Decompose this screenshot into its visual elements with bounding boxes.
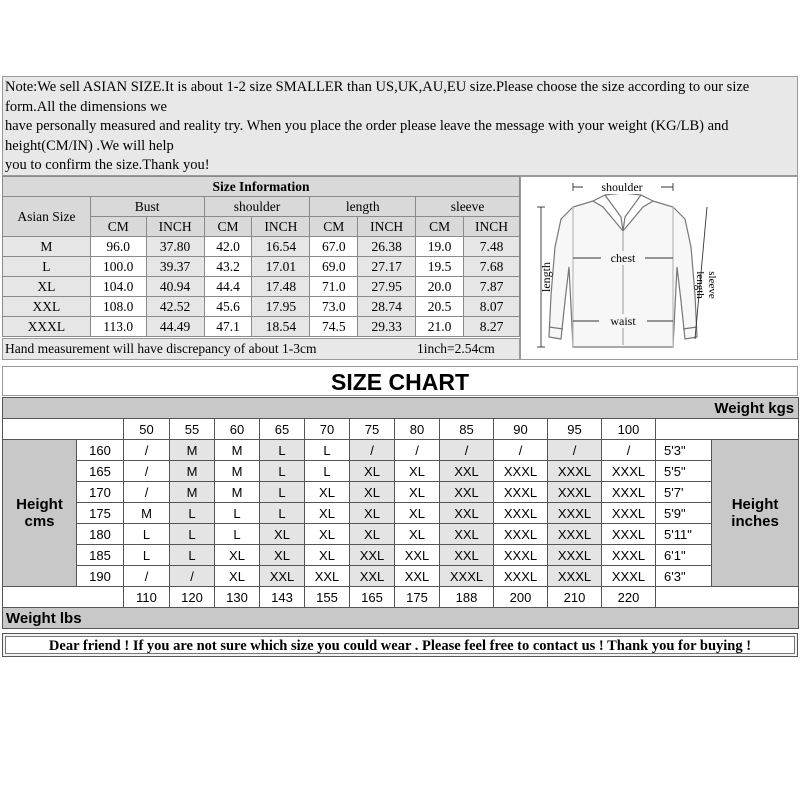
- kg-value: 90: [494, 419, 548, 440]
- size-cell: XL: [260, 545, 305, 566]
- size-cell: M: [215, 461, 260, 482]
- size-info-row: [3, 317, 520, 337]
- size-cell: /: [395, 440, 440, 461]
- kg-value: 75: [350, 419, 395, 440]
- size-cell: L: [260, 503, 305, 524]
- size-cell: XL: [395, 524, 440, 545]
- size-cell: XXXL: [548, 503, 602, 524]
- waist-label: waist: [610, 314, 636, 328]
- size-cell: XXXL: [602, 503, 656, 524]
- size-cell: XXXL: [494, 545, 548, 566]
- asian-size-cell: XXL: [3, 297, 91, 317]
- size-cell: XL: [305, 482, 350, 503]
- lbs-value: 188: [440, 587, 494, 608]
- measurement-cell: 71.0: [310, 277, 358, 297]
- size-cell: XXL: [440, 461, 494, 482]
- height-inch-value: 5'7': [656, 482, 712, 503]
- height-cm-value: 175: [77, 503, 124, 524]
- unit-inch: INCH: [146, 217, 204, 237]
- height-row: [3, 440, 799, 461]
- height-cm-value: 170: [77, 482, 124, 503]
- size-cell: L: [215, 503, 260, 524]
- height-cm-value: 160: [77, 440, 124, 461]
- size-information-table: [2, 176, 520, 337]
- size-cell: /: [124, 482, 170, 503]
- height-inches-label: [712, 440, 799, 587]
- measurement-cell: 21.0: [416, 317, 464, 337]
- measurement-cell: 100.0: [90, 257, 146, 277]
- size-cell: /: [602, 440, 656, 461]
- height-cm-value: 180: [77, 524, 124, 545]
- size-info-title: Size Information: [3, 177, 520, 197]
- size-cell: /: [124, 566, 170, 587]
- size-cell: L: [260, 461, 305, 482]
- contact-message: Dear friend ! If you are not sure which size you could wear . Please feel free to contact us ! Thank you for buying !: [5, 636, 795, 654]
- measurement-cell: 73.0: [310, 297, 358, 317]
- size-cell: XXXL: [602, 524, 656, 545]
- size-cell: L: [170, 524, 215, 545]
- kg-value: 80: [395, 419, 440, 440]
- unit-cm: CM: [416, 217, 464, 237]
- size-cell: XXXL: [494, 461, 548, 482]
- measurement-cell: 67.0: [310, 237, 358, 257]
- size-cell: XL: [305, 524, 350, 545]
- measurement-cell: 20.5: [416, 297, 464, 317]
- measurement-cell: 44.4: [204, 277, 252, 297]
- unit-cm: CM: [90, 217, 146, 237]
- measurement-cell: 8.27: [464, 317, 520, 337]
- measurement-cell: 42.0: [204, 237, 252, 257]
- weight-lbs-row: [3, 608, 799, 629]
- size-cell: XXXL: [494, 503, 548, 524]
- size-cell: /: [494, 440, 548, 461]
- size-cell: L: [305, 461, 350, 482]
- lbs-value: 210: [548, 587, 602, 608]
- size-cell: XXL: [395, 545, 440, 566]
- length-label: length: [539, 262, 553, 292]
- kg-value: 60: [215, 419, 260, 440]
- height-inch-value: 6'3": [656, 566, 712, 587]
- size-cell: /: [548, 440, 602, 461]
- size-cell: L: [215, 524, 260, 545]
- size-cell: XXXL: [602, 482, 656, 503]
- size-cell: /: [124, 461, 170, 482]
- size-cell: XL: [260, 524, 305, 545]
- height-cms-label-line: cms: [24, 513, 55, 530]
- height-cms-label: [3, 440, 77, 587]
- size-info-row: [3, 237, 520, 257]
- height-cm-value: 190: [77, 566, 124, 587]
- measurement-cell: 43.2: [204, 257, 252, 277]
- size-cell: XXXL: [602, 545, 656, 566]
- size-cell: M: [170, 482, 215, 503]
- kg-value: 55: [170, 419, 215, 440]
- unit-cm: CM: [310, 217, 358, 237]
- size-cell: L: [170, 503, 215, 524]
- size-cell: M: [124, 503, 170, 524]
- kg-value: 100: [602, 419, 656, 440]
- height-row: [3, 566, 799, 587]
- lbs-value: 130: [215, 587, 260, 608]
- size-cell: L: [124, 524, 170, 545]
- height-inch-value: 6'1": [656, 545, 712, 566]
- size-cell: /: [440, 440, 494, 461]
- height-row: [3, 503, 799, 524]
- kg-value: 65: [260, 419, 305, 440]
- chest-label: chest: [610, 251, 636, 265]
- size-cell: XXL: [440, 545, 494, 566]
- inch-conversion-note: 1inch=2.54cm: [417, 341, 495, 356]
- measurement-cell: 18.54: [252, 317, 310, 337]
- measurement-cell: 37.80: [146, 237, 204, 257]
- height-inch-value: 5'11": [656, 524, 712, 545]
- measurement-cell: 44.49: [146, 317, 204, 337]
- size-cell: L: [260, 440, 305, 461]
- measurement-cell: 45.6: [204, 297, 252, 317]
- size-cell: XXL: [440, 503, 494, 524]
- height-cm-value: 185: [77, 545, 124, 566]
- height-inch-value: 5'9": [656, 503, 712, 524]
- weight-kgs-label: Weight kgs: [3, 398, 799, 419]
- size-cell: XL: [395, 503, 440, 524]
- note-line: you to confirm the size.Thank you!: [5, 157, 210, 173]
- size-cell: XXL: [440, 482, 494, 503]
- size-cell: XXXL: [548, 461, 602, 482]
- unit-cm: CM: [204, 217, 252, 237]
- height-cm-value: 165: [77, 461, 124, 482]
- asian-size-cell: XL: [3, 277, 91, 297]
- measurement-cell: 7.68: [464, 257, 520, 277]
- kg-values-row: [3, 419, 799, 440]
- size-cell: M: [215, 440, 260, 461]
- lbs-value: 110: [124, 587, 170, 608]
- size-note: [2, 76, 798, 176]
- size-cell: M: [170, 461, 215, 482]
- measurement-cell: 29.33: [358, 317, 416, 337]
- size-cell: XL: [395, 482, 440, 503]
- size-cell: XL: [350, 524, 395, 545]
- measurement-cell: 69.0: [310, 257, 358, 277]
- size-cell: XL: [305, 503, 350, 524]
- size-cell: XL: [215, 566, 260, 587]
- size-cell: L: [305, 440, 350, 461]
- measurement-cell: 8.07: [464, 297, 520, 317]
- lbs-value: 175: [395, 587, 440, 608]
- height-row: [3, 461, 799, 482]
- size-cell: XXXL: [494, 566, 548, 587]
- blank-cell: [3, 419, 124, 440]
- height-cms-label-line: Height: [16, 496, 63, 513]
- length-header: length: [310, 197, 416, 217]
- shoulder-label: shoulder: [601, 180, 643, 194]
- size-cell: XXXL: [548, 482, 602, 503]
- size-cell: XL: [350, 503, 395, 524]
- height-inch-value: 5'3": [656, 440, 712, 461]
- size-cell: /: [170, 566, 215, 587]
- note-line: have personally measured and reality try. When you place the order please leave the message with your weight (KG/LB) and: [5, 118, 729, 134]
- size-cell: M: [215, 482, 260, 503]
- size-cell: XXL: [305, 566, 350, 587]
- measurement-cell: 26.38: [358, 237, 416, 257]
- kg-value: 50: [124, 419, 170, 440]
- asian-size-header: Asian Size: [3, 197, 91, 237]
- measurement-cell: 19.0: [416, 237, 464, 257]
- size-cell: XXL: [350, 545, 395, 566]
- sleeve-header: sleeve: [416, 197, 520, 217]
- size-chart-title: SIZE CHART: [2, 366, 798, 396]
- lbs-value: 143: [260, 587, 305, 608]
- height-row: [3, 524, 799, 545]
- weight-lbs-label: Weight lbs: [3, 608, 799, 629]
- asian-size-cell: L: [3, 257, 91, 277]
- kg-value: 70: [305, 419, 350, 440]
- measurement-cell: 113.0: [90, 317, 146, 337]
- kg-value: 95: [548, 419, 602, 440]
- lbs-value: 120: [170, 587, 215, 608]
- note-line: Note:We sell ASIAN SIZE.It is about 1-2 size SMALLER than US,UK,AU,EU size.Please choose the size according to our size: [5, 79, 750, 95]
- blank-cell: [656, 419, 799, 440]
- measurement-cell: 7.87: [464, 277, 520, 297]
- asian-size-cell: XXXL: [3, 317, 91, 337]
- size-info-row: [3, 297, 520, 317]
- lbs-value: 155: [305, 587, 350, 608]
- height-inches-label-line: inches: [731, 513, 779, 530]
- size-cell: L: [124, 545, 170, 566]
- size-cell: XXXL: [548, 524, 602, 545]
- measurement-cell: 47.1: [204, 317, 252, 337]
- size-cell: XXXL: [548, 566, 602, 587]
- size-cell: L: [170, 545, 215, 566]
- measurement-cell: 104.0: [90, 277, 146, 297]
- unit-inch: INCH: [358, 217, 416, 237]
- size-cell: XL: [395, 461, 440, 482]
- size-cell: /: [124, 440, 170, 461]
- measurement-cell: 42.52: [146, 297, 204, 317]
- sleeve-length-label: length: [694, 271, 706, 299]
- kg-value: 85: [440, 419, 494, 440]
- size-cell: L: [260, 482, 305, 503]
- measurement-cell: 20.0: [416, 277, 464, 297]
- size-cell: XXL: [260, 566, 305, 587]
- unit-inch: INCH: [252, 217, 310, 237]
- size-cell: XL: [305, 545, 350, 566]
- measurement-cell: 74.5: [310, 317, 358, 337]
- measurement-cell: 7.48: [464, 237, 520, 257]
- size-cell: XXXL: [440, 566, 494, 587]
- size-cell: XL: [350, 461, 395, 482]
- shirt-measurement-diagram: [520, 176, 798, 360]
- lbs-value: 220: [602, 587, 656, 608]
- measurement-cell: 27.17: [358, 257, 416, 277]
- size-cell: XXL: [395, 566, 440, 587]
- note-line: form.All the dimensions we: [5, 98, 167, 115]
- measurement-cell: 27.95: [358, 277, 416, 297]
- size-cell: XXXL: [494, 482, 548, 503]
- height-row: [3, 482, 799, 503]
- size-cell: XL: [215, 545, 260, 566]
- height-row: [3, 545, 799, 566]
- sleeve-label: sleeve: [706, 271, 718, 299]
- measurement-cell: 28.74: [358, 297, 416, 317]
- weight-kgs-header-row: [3, 398, 799, 419]
- size-cell: M: [170, 440, 215, 461]
- measurement-cell: 96.0: [90, 237, 146, 257]
- shirt-diagram-svg: [521, 177, 797, 359]
- size-cell: XXXL: [602, 566, 656, 587]
- measurement-cell: 40.94: [146, 277, 204, 297]
- measurement-cell: 108.0: [90, 297, 146, 317]
- measurement-cell: 16.54: [252, 237, 310, 257]
- note-line: height(CM/IN) .We will help: [5, 137, 174, 154]
- size-cell: /: [350, 440, 395, 461]
- blank-cell: [656, 587, 799, 608]
- size-info-row: [3, 277, 520, 297]
- measurement-note-row: [2, 338, 520, 360]
- height-inches-label-line: Height: [731, 496, 779, 513]
- measurement-cell: 17.48: [252, 277, 310, 297]
- size-info-row: [3, 257, 520, 277]
- size-chart-table: [2, 397, 798, 629]
- lbs-value: 200: [494, 587, 548, 608]
- size-cell: XXXL: [494, 524, 548, 545]
- footer-banner: [2, 633, 798, 657]
- bust-header: Bust: [90, 197, 204, 217]
- lbs-value: 165: [350, 587, 395, 608]
- measurement-cell: 39.37: [146, 257, 204, 277]
- shoulder-header: shoulder: [204, 197, 310, 217]
- size-cell: XXL: [440, 524, 494, 545]
- measurement-cell: 17.01: [252, 257, 310, 277]
- lbs-values-row: [3, 587, 799, 608]
- hand-measurement-note: Hand measurement will have discrepancy of about 1-3cm: [5, 341, 317, 356]
- size-cell: XXXL: [548, 545, 602, 566]
- asian-size-cell: M: [3, 237, 91, 257]
- blank-cell: [3, 587, 124, 608]
- size-cell: XL: [350, 482, 395, 503]
- measurement-cell: 17.95: [252, 297, 310, 317]
- size-cell: XXXL: [602, 461, 656, 482]
- height-inch-value: 5'5": [656, 461, 712, 482]
- measurement-cell: 19.5: [416, 257, 464, 277]
- size-cell: XXL: [350, 566, 395, 587]
- unit-inch: INCH: [464, 217, 520, 237]
